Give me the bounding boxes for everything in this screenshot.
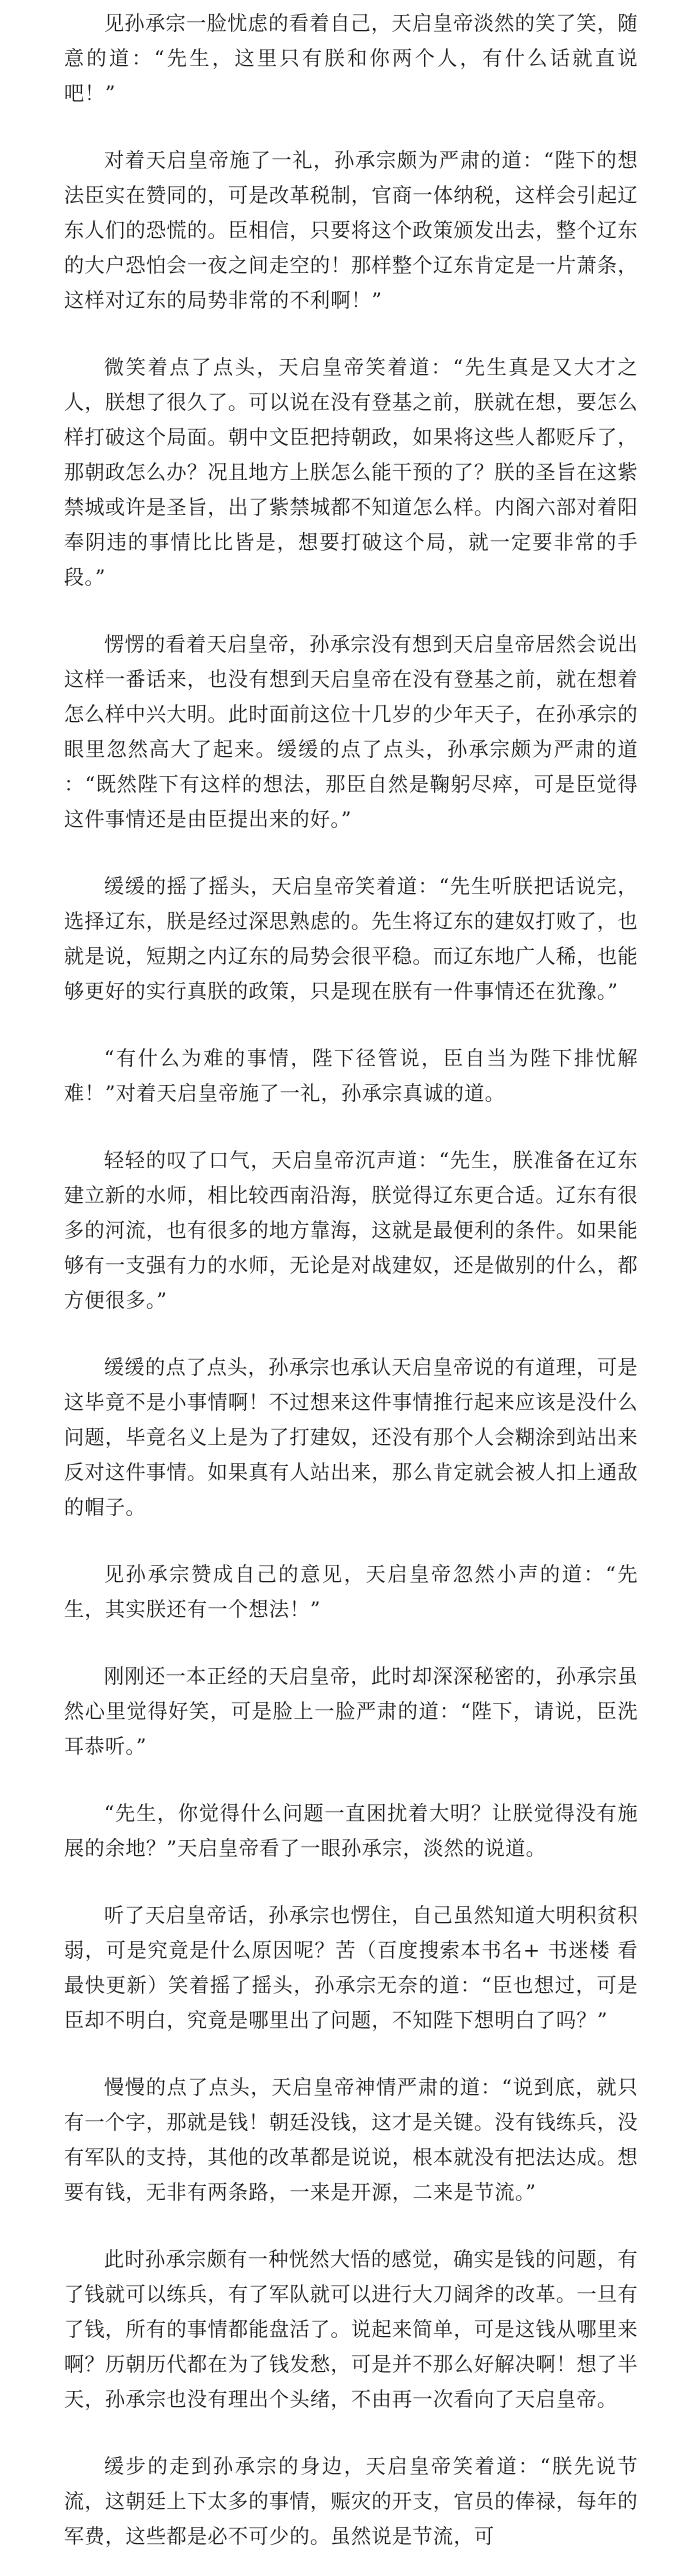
paragraph-2: 对着天启皇帝施了一礼，孙承宗颇为严肃的道：“陛下的想法臣实在赞同的，可是改革税制，官商一体纳税，这样会引起辽东人们的恐慌的。臣相信，只要将这个政策颁发出去，整个辽东的大户恐怕会一夜之间走空的！那样整个辽东肯定是一片萧条，这样对辽东的局势非常的不利啊！” xyxy=(64,148,638,312)
paragraph-5: 缓缓的摇了摇头，天启皇帝笑着道：“先生听朕把话说完，选择辽东，朕是经过深思熟虑的。先生将辽东的建奴打败了，也就是说，短期之内辽东的局势会很平稳。而辽东地广人稀，也能够更好的实行真朕的政策，只是现在朕有一件事情还在犹豫。” xyxy=(64,874,638,1003)
paragraph-8: 缓缓的点了点头，孙承宗也承认天启皇帝说的有道理，可是这毕竟不是小事情啊！不过想来这件事情推行起来应该是没什么问题，毕竟名义上是为了打建奴，还没有那个人会糊涂到站出来反对这件事情。如果真有人站出来，那么肯定就会被人扣上通敌的帽子。 xyxy=(64,1355,638,1519)
paragraph-7: 轻轻的叹了口气，天启皇帝沉声道：“先生，朕准备在辽东建立新的水师，相比较西南沿海，朕觉得辽东更合适。辽东有很多的河流，也有很多的地方靠海，这就是最便利的条件。如果能够有一支强有力的水师，无论是对战建奴，还是做别的什么，都方便很多。” xyxy=(64,1148,638,1312)
paragraph-12: 听了天启皇帝话，孙承宗也愣住，自己虽然知道大明积贫积弱，可是究竟是什么原因呢？苦（百度搜索本书名+ 书迷楼 看最快更新）笑着摇了摇头，孙承宗无奈的道：“臣也想过，可是臣却不明白，究竟是哪里出了问题，不知陛下想明白了吗？” xyxy=(64,1903,638,2032)
paragraph-15: 缓步的走到孙承宗的身边，天启皇帝笑着道：“朕先说节流，这朝廷上下太多的事情，赈灾的开支，官员的俸禄，每年的军费，这些都是必不可少的。虽然说是节流，可 xyxy=(64,2454,638,2548)
paragraph-9: 见孙承宗赞成自己的意见，天启皇帝忽然小声的道：“先生，其实朕还有一个想法！” xyxy=(64,1562,638,1621)
paragraph-6: “有什么为难的事情，陛下径管说，臣自当为陛下排忧解难！”对着天启皇帝施了一礼，孙承宗真诚的道。 xyxy=(64,1046,638,1105)
paragraph-10: 刚刚还一本正经的天启皇帝，此时却深深秘密的，孙承宗虽然心里觉得好笑，可是脸上一脸严肃的道：“陛下，请说，臣洗耳恭听。” xyxy=(64,1664,638,1758)
paragraph-13: 慢慢的点了点头，天启皇帝神情严肃的道：“说到底，就只有一个字，那就是钱！朝廷没钱，这才是关键。没有钱练兵，没有军队的支持，其他的改革都是说说，根本就没有把法达成。想要有钱，无非有两条路，一来是开源，二来是节流。” xyxy=(64,2075,638,2204)
paragraph-4: 愣愣的看着天启皇帝，孙承宗没有想到天启皇帝居然会说出这样一番话来，也没有想到天启皇帝在没有登基之前，就在想着怎么样中兴大明。此时面前这位十几岁的少年天子，在孙承宗的眼里忽然高大了起来。缓缓的点了点头，孙承宗颇为严肃的道 ：“既然陛下有这样的想法，那臣自然是鞠躬尽瘁，可是臣觉得这件事情还是由臣提出来的好。” xyxy=(64,632,638,831)
paragraph-14: 此时孙承宗颇有一种恍然大悟的感觉，确实是钱的问题，有了钱就可以练兵，有了军队就可以进行大刀阔斧的改革。一旦有了钱，所有的事情都能盘活了。说起来简单，可是这钱从哪里来啊？历朝历代都在为了钱发愁，可是并不那么好解决啊！想了半天，孙承宗也没有理出个头绪，不由再一次看向了天启皇帝。 xyxy=(64,2247,638,2411)
paragraph-1: 见孙承宗一脸忧虑的看着自己，天启皇帝淡然的笑了笑，随意的道：“先生，这里只有朕和你两个人，有什么话就直说吧！” xyxy=(64,11,638,105)
paragraph-11: “先生，你觉得什么问题一直困扰着大明？让朕觉得没有施展的余地？”天启皇帝看了一眼孙承宗，淡然的说道。 xyxy=(64,1801,638,1860)
paragraph-3: 微笑着点了点头，天启皇帝笑着道：“先生真是又大才之人，朕想了很久了。可以说在没有登基之前，朕就在想，要怎么样打破这个局面。朝中文臣把持朝政，如果将这些人都贬斥了，那朝政怎么办？况且地方上朕怎么能干预的了？朕的圣旨在这紫禁城或许是圣旨，出了紫禁城都不知道怎么样。内阁六部对着阳奉阴违的事情比比皆是，想要打破这个局，就一定要非常的手段。” xyxy=(64,355,638,589)
